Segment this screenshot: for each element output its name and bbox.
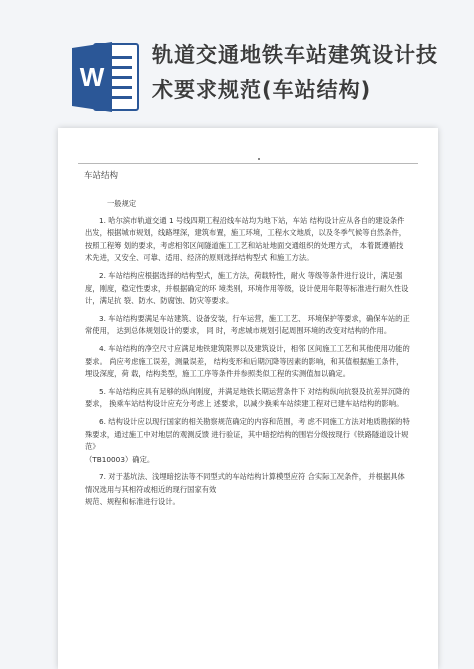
header-rule (78, 163, 418, 164)
document-page (58, 128, 438, 669)
document-body (85, 198, 410, 509)
section-label: 车站结构 (84, 171, 119, 181)
svg-text:W: W (79, 62, 105, 92)
document-title: 轨道交通地铁车站建筑设计技术要求规范(车站结构) (152, 43, 438, 102)
paragraph: 4. 车站结构的净空尺寸应满足地铁建筑限界以及建筑设计，相邻 区间施工工艺和其他使用功能的要求。 尚应考虑施工误差，测量误差， 结构变形和后期沉降等因素的影响，和其值根据施工条件，埋设深度，荷 载，结构类型，施工工序等条件并参照类似工程的实测值加以确定。 (85, 343, 410, 379)
paragraph: 6. 结构设计应以现行国家的相关勘察规范确定的内容和范围，考 虑不同施工方法对地质勘探的特殊要求，通过施工中对地层的观测反馈 进行验证，其中暗挖结构的围岩分级按现行《铁路隧道设计规范》 (85, 416, 410, 452)
paragraph: 1. 哈尔滨市轨道交通 1 号线四期工程沿线车站均为地下站，车站 结构设计应从各自的建设条件出发，根据城市规划，线路埋深，建筑布置，施工环境，工程水文地质，以及冬季气候等自然条件，按照工程筹 划的要求，考虑相邻区间隧道施工工艺和站址地面交通组织的处理方式， 本着既遵循技术先进，又安全、可靠、适用、经济的原则选择结构型式 和施工方法。 (85, 215, 407, 263)
paragraph: 5. 车站结构应具有足够的纵向刚度，并满足地铁长期运营条件下 对结构纵向抗裂及抗差异沉降的要求， 换乘车站结构设计应充分考虑上 述要求，以减少换乘车站续建工程对已建车站结构的影响。 (85, 386, 410, 409)
paragraph: （TB10003）确定。 (85, 454, 155, 464)
header (0, 0, 474, 125)
word-document-icon (72, 40, 140, 114)
section-heading: 一般规定 (107, 199, 137, 208)
paragraph: 2. 车站结构应根据选择的结构型式，施工方法，荷载特性，耐火 等级等条件进行设计，满足强度，刚度，稳定性要求，并根据确定的环 境类别，环境作用等级，设计使用年限等标准进行耐久性设计，满足抗 裂、防水、防腐蚀、防灾等要求。 (85, 270, 409, 306)
paragraph: 规范、规程和标准进行设计。 (85, 497, 180, 507)
paragraph: 3. 车站结构要满足车站建筑、设备安装，行车运营，施工工艺、 环境保护等要求，确保车站的正常使用， 达到总体规划设计的要求， 同 时，考虑城市规划引起周围环境的改变对结构的作用。 (85, 313, 410, 336)
paragraph: 7. 对于基坑法、浅埋暗挖法等不同型式的车站结构计算模型应符 合实际工况条件， 并根据具体情况选用与其相符或相近的现行国家有效 (85, 472, 405, 494)
page-marker (258, 158, 260, 160)
